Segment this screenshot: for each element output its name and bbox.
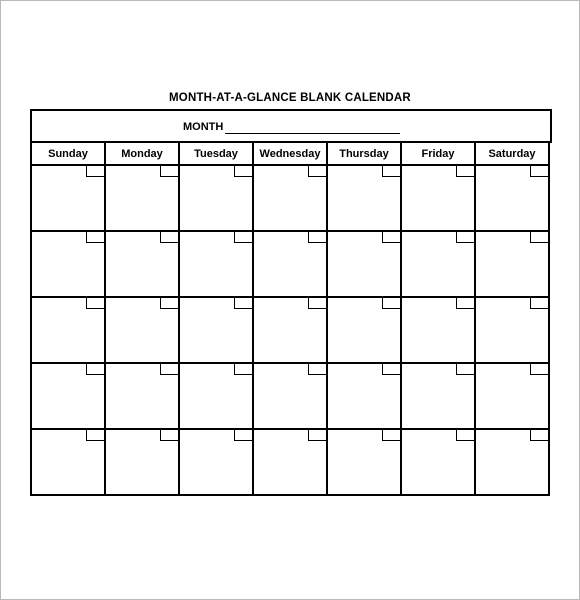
date-number-box: [234, 430, 252, 441]
day-cell[interactable]: [253, 429, 327, 495]
day-cell[interactable]: [327, 165, 401, 231]
day-cell[interactable]: [105, 297, 179, 363]
day-cell[interactable]: [31, 363, 105, 429]
day-cell[interactable]: [327, 231, 401, 297]
day-cell[interactable]: [327, 297, 401, 363]
date-number-box: [86, 298, 104, 309]
date-number-box: [86, 166, 104, 177]
weekday-friday: Friday: [401, 142, 475, 165]
date-number-box: [308, 166, 326, 177]
date-number-box: [382, 166, 400, 177]
date-number-box: [308, 232, 326, 243]
calendar-weeks: [31, 165, 549, 495]
weekday-wednesday: Wednesday: [253, 142, 327, 165]
weekday-tuesday: Tuesday: [179, 142, 253, 165]
date-number-box: [86, 430, 104, 441]
weekday-thursday: Thursday: [327, 142, 401, 165]
day-cell[interactable]: [401, 429, 475, 495]
weekday-header-row: [31, 142, 549, 165]
date-number-box: [456, 232, 474, 243]
day-cell[interactable]: [475, 297, 549, 363]
date-number-box: [160, 232, 178, 243]
date-number-box: [160, 430, 178, 441]
day-cell[interactable]: [105, 165, 179, 231]
week-row: [31, 231, 549, 297]
calendar-title: MONTH-AT-A-GLANCE BLANK CALENDAR: [169, 92, 411, 104]
day-cell[interactable]: [31, 429, 105, 495]
week-row: [31, 363, 549, 429]
day-cell[interactable]: [179, 231, 253, 297]
date-number-box: [382, 430, 400, 441]
day-cell[interactable]: [31, 165, 105, 231]
week-row: [31, 297, 549, 363]
date-number-box: [530, 298, 548, 309]
day-cell[interactable]: [401, 363, 475, 429]
date-number-box: [308, 298, 326, 309]
date-number-box: [86, 364, 104, 375]
day-cell[interactable]: [105, 429, 179, 495]
date-number-box: [382, 232, 400, 243]
date-number-box: [234, 364, 252, 375]
date-number-box: [234, 298, 252, 309]
date-number-box: [308, 364, 326, 375]
date-number-box: [160, 298, 178, 309]
day-cell[interactable]: [105, 231, 179, 297]
date-number-box: [308, 430, 326, 441]
day-cell[interactable]: [327, 363, 401, 429]
day-cell[interactable]: [475, 363, 549, 429]
date-number-box: [160, 364, 178, 375]
month-label: MONTH: [183, 121, 224, 133]
weekday-monday: Monday: [105, 142, 179, 165]
date-number-box: [234, 232, 252, 243]
week-row: [31, 429, 549, 495]
date-number-box: [160, 166, 178, 177]
day-cell[interactable]: [105, 363, 179, 429]
month-row: [30, 109, 552, 143]
date-number-box: [234, 166, 252, 177]
day-cell[interactable]: [253, 363, 327, 429]
date-number-box: [530, 430, 548, 441]
day-cell[interactable]: [475, 429, 549, 495]
day-cell[interactable]: [31, 231, 105, 297]
day-cell[interactable]: [475, 231, 549, 297]
month-blank-line: [225, 133, 400, 134]
week-row: [31, 165, 549, 231]
date-number-box: [456, 430, 474, 441]
day-cell[interactable]: [253, 231, 327, 297]
day-cell[interactable]: [401, 165, 475, 231]
date-number-box: [530, 166, 548, 177]
date-number-box: [382, 364, 400, 375]
date-number-box: [382, 298, 400, 309]
calendar-grid: [30, 141, 550, 496]
day-cell[interactable]: [179, 297, 253, 363]
day-cell[interactable]: [475, 165, 549, 231]
date-number-box: [456, 166, 474, 177]
day-cell[interactable]: [401, 297, 475, 363]
date-number-box: [86, 232, 104, 243]
date-number-box: [530, 364, 548, 375]
day-cell[interactable]: [179, 429, 253, 495]
date-number-box: [456, 364, 474, 375]
day-cell[interactable]: [179, 165, 253, 231]
weekday-sunday: Sunday: [31, 142, 105, 165]
day-cell[interactable]: [253, 165, 327, 231]
date-number-box: [456, 298, 474, 309]
day-cell[interactable]: [253, 297, 327, 363]
day-cell[interactable]: [401, 231, 475, 297]
day-cell[interactable]: [327, 429, 401, 495]
day-cell[interactable]: [179, 363, 253, 429]
day-cell[interactable]: [31, 297, 105, 363]
date-number-box: [530, 232, 548, 243]
weekday-saturday: Saturday: [475, 142, 549, 165]
